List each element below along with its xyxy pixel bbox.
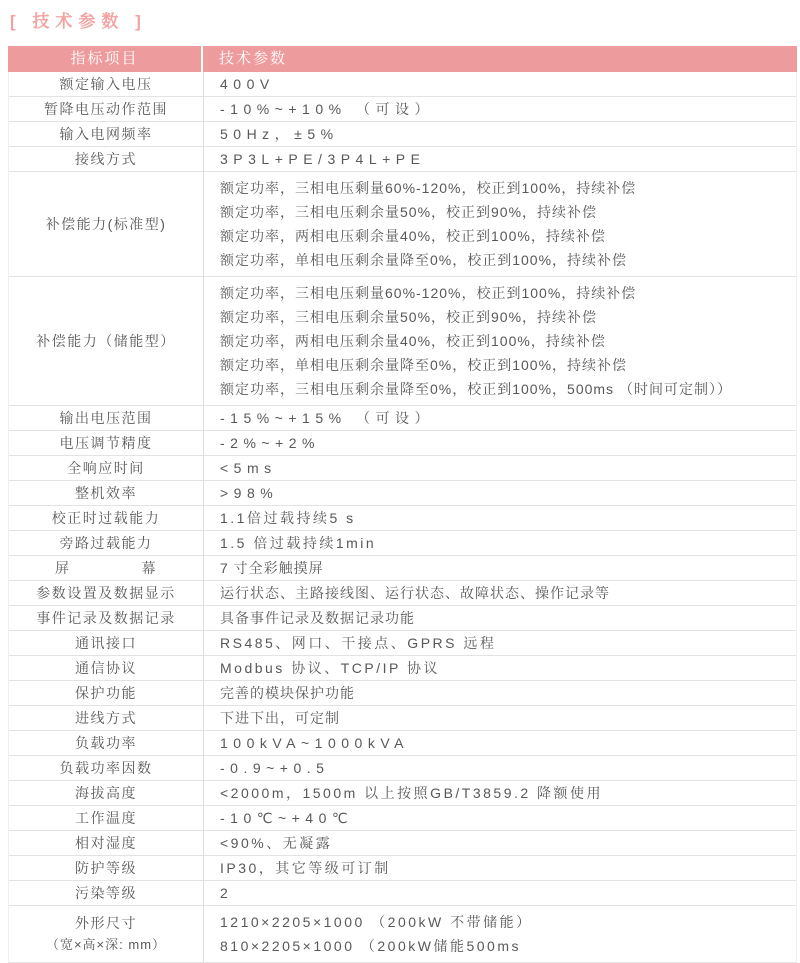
row-value: 运行状态、主路接线图、运行状态、故障状态、操作记录等: [220, 585, 610, 601]
row-label: 工作温度: [9, 806, 204, 830]
row-label: 通讯接口: [9, 631, 204, 655]
table-row: [9, 606, 796, 631]
row-label: 输出电压范围: [9, 406, 204, 430]
row-label: 污染等级: [9, 881, 204, 905]
row-label: 补偿能力(标准型): [9, 172, 204, 276]
header-col-item: 指标项目: [8, 46, 203, 72]
header-col-param: 技术参数: [219, 50, 288, 67]
row-value: -2%~+2%: [220, 435, 320, 451]
value-line: 额定功率，三相电压剩余量50%，校正到90%，持续补偿: [220, 309, 598, 325]
row-value: 具备事件记录及数据记录功能: [220, 610, 415, 626]
row-label: [9, 556, 204, 580]
row-value: Modbus 协议、TCP/IP 协议: [220, 660, 440, 676]
row-label: 保护功能: [9, 681, 204, 705]
value-line: 额定功率，三相电压剩量60%-120%，校正到100%，持续补偿: [220, 285, 637, 301]
row-value: 400V: [220, 76, 275, 92]
row-label: 校正时过载能力: [9, 506, 204, 530]
row-value: >98%: [220, 485, 279, 501]
table-row: [9, 831, 796, 856]
table-row: [9, 406, 796, 431]
row-value: 3P3L+PE/3P4L+PE: [220, 151, 426, 167]
value-line: 额定功率，三相电压剩量60%-120%，校正到100%，持续补偿: [220, 180, 637, 196]
row-label: 相对湿度: [9, 831, 204, 855]
value-line: 额定功率，单相电压剩余量降至0%，校正到100%，持续补偿: [220, 252, 628, 268]
value-line: 额定功率，三相电压剩余量50%，校正到90%，持续补偿: [220, 204, 598, 220]
table-row: [9, 781, 796, 806]
table-row: [9, 631, 796, 656]
row-label: 事件记录及数据记录: [9, 606, 204, 630]
row-value: 完善的模块保护功能: [220, 685, 355, 701]
table-row: [9, 731, 796, 756]
table-row: [9, 881, 796, 906]
table-row: [9, 97, 796, 122]
table-header: [8, 46, 797, 72]
row-value: 7 寸全彩触摸屏: [220, 560, 324, 576]
value-line: 额定功率，三相电压剩余量降至0%，校正到100%，500ms （时间可定制））: [220, 381, 732, 397]
row-label: 输入电网频率: [9, 122, 204, 146]
table-row: [9, 556, 796, 581]
table-row: [9, 656, 796, 681]
table-row: [9, 706, 796, 731]
row-label: 进线方式: [9, 706, 204, 730]
row-value: <5ms: [220, 460, 277, 476]
row-label: 电压调节精度: [9, 431, 204, 455]
table-row: [9, 756, 796, 781]
row-value: <90%、无凝露: [220, 835, 333, 851]
row-value: -15%~+15% （可设）: [220, 410, 434, 426]
row-value: IP30，其它等级可订制: [220, 860, 391, 876]
table-row: [9, 431, 796, 456]
table-row: [9, 277, 796, 406]
table-row: [9, 172, 796, 277]
row-label-text: 屏幕: [55, 560, 157, 576]
row-value: 100kVA~1000kVA: [220, 735, 409, 751]
row-value: 50Hz，±5%: [220, 126, 339, 142]
value-line: 1210×2205×1000 （200kW 不带储能）: [220, 914, 533, 930]
row-value: [204, 172, 796, 276]
page-title: [ 技术参数 ]: [10, 12, 147, 31]
table-row: [9, 806, 796, 831]
table-row: [9, 906, 796, 963]
table-row: [9, 147, 796, 172]
row-label: 全响应时间: [9, 456, 204, 480]
row-label: 负载功率: [9, 731, 204, 755]
row-value: RS485、网口、干接点、GPRS 远程: [220, 635, 497, 651]
row-label: 额定输入电压: [9, 72, 204, 96]
value-line: 额定功率，单相电压剩余量降至0%，校正到100%，持续补偿: [220, 357, 628, 373]
row-value: 1.1倍过载持续5 s: [220, 510, 356, 526]
table-row: [9, 456, 796, 481]
row-label: 整机效率: [9, 481, 204, 505]
row-label: 暂降电压动作范围: [9, 97, 204, 121]
row-label: 旁路过载能力: [9, 531, 204, 555]
value-line: 810×2205×1000 （200kW储能500ms: [220, 938, 521, 954]
row-value: 2: [220, 885, 229, 901]
row-label-line1: 外形尺寸: [75, 915, 137, 931]
table-row: [9, 581, 796, 606]
row-value: [204, 277, 796, 405]
row-label: 防护等级: [9, 856, 204, 880]
row-label: 参数设置及数据显示: [9, 581, 204, 605]
row-value: -0.9~+0.5: [220, 760, 330, 776]
value-line: 额定功率，两相电压剩余量40%，校正到100%，持续补偿: [220, 333, 606, 349]
value-line: 额定功率，两相电压剩余量40%，校正到100%，持续补偿: [220, 228, 606, 244]
row-label: 海拔高度: [9, 781, 204, 805]
table-row: [9, 506, 796, 531]
table-row: [9, 122, 796, 147]
table-row: [9, 481, 796, 506]
row-label: 负载功率因数: [9, 756, 204, 780]
table-row: [9, 531, 796, 556]
row-label: 接线方式: [9, 147, 204, 171]
row-label: 通信协议: [9, 656, 204, 680]
row-value: <2000m，1500m 以上按照GB/T3859.2 降额使用: [220, 785, 604, 801]
row-value: 1.5 倍过载持续1min: [220, 535, 377, 551]
table-row: [9, 72, 796, 97]
row-value: -10℃~+40℃: [220, 810, 354, 826]
spec-table: [8, 46, 797, 963]
row-label-line2: （宽×高×深: mm）: [45, 937, 167, 952]
row-value: -10%~+10% （可设）: [220, 101, 434, 117]
row-label: 补偿能力（储能型）: [9, 277, 204, 405]
row-value: 下进下出，可定制: [220, 710, 340, 726]
table-row: [9, 856, 796, 881]
table-row: [9, 681, 796, 706]
table-body: [8, 72, 797, 963]
